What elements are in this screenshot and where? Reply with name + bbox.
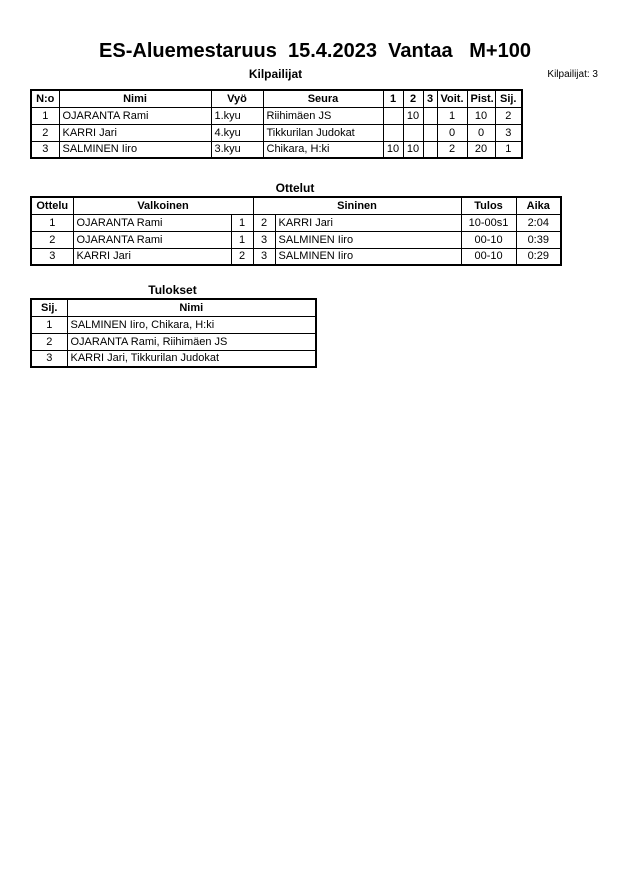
table-row [31,231,561,248]
cell-result: 00-10 [461,248,516,265]
matches-heading: Ottelut [275,181,315,195]
cell-club: Riihimäen JS [263,107,383,124]
cell-belt: 3.kyu [211,141,263,158]
col-place-header: Sij. [495,90,522,107]
col-white-header: Valkoinen [73,197,253,214]
cell-name: SALMINEN Iiro, Chikara, H:ki [67,316,316,333]
cell-blue-name: SALMINEN Iiro [275,248,461,265]
cell-place: 3 [495,124,522,141]
cell-name: KARRI Jari, Tikkurilan Judokat [67,350,316,367]
table-header-row [31,90,522,107]
cell-blue-no: 3 [253,231,275,248]
cell-white-no: 1 [231,214,253,231]
cell-wins: 0 [437,124,467,141]
table-row [31,107,522,124]
col-result-header: Tulos [461,197,516,214]
cell-round3 [423,107,437,124]
cell-result: 00-10 [461,231,516,248]
cell-blue-name: SALMINEN Iiro [275,231,461,248]
cell-white-name: KARRI Jari [73,248,231,265]
cell-club: Tikkurilan Judokat [263,124,383,141]
col-round1-header: 1 [383,90,403,107]
cell-wins: 2 [437,141,467,158]
cell-name: SALMINEN Iiro [59,141,211,158]
cell-round1: 10 [383,141,403,158]
table-row [31,350,316,367]
table-row [31,141,522,158]
cell-no: 3 [31,141,59,158]
cell-name: OJARANTA Rami, Riihimäen JS [67,333,316,350]
cell-place: 3 [31,350,67,367]
cell-result: 10-00s1 [461,214,516,231]
col-club-header: Seura [263,90,383,107]
col-wins-header: Voit. [437,90,467,107]
col-name-header: Nimi [59,90,211,107]
table-header-row [31,299,316,316]
cell-points: 20 [467,141,495,158]
cell-time: 0:39 [516,231,561,248]
cell-white-name: OJARANTA Rami [73,231,231,248]
competitors-table [30,89,523,159]
cell-round2: 10 [403,141,423,158]
cell-round3 [423,141,437,158]
cell-blue-no: 3 [253,248,275,265]
cell-club: Chikara, H:ki [263,141,383,158]
cell-time: 0:29 [516,248,561,265]
cell-time: 2:04 [516,214,561,231]
cell-name: KARRI Jari [59,124,211,141]
cell-round1 [383,124,403,141]
cell-round2 [403,124,423,141]
cell-round3 [423,124,437,141]
col-name-header: Nimi [67,299,316,316]
col-points-header: Pist. [467,90,495,107]
cell-points: 10 [467,107,495,124]
cell-match-no: 1 [31,214,73,231]
cell-points: 0 [467,124,495,141]
results-heading: Tulokset [148,283,197,297]
table-row [31,214,561,231]
cell-round1 [383,107,403,124]
table-row [31,316,316,333]
col-no-header: N:o [31,90,59,107]
col-round2-header: 2 [403,90,423,107]
cell-round2: 10 [403,107,423,124]
col-blue-header: Sininen [253,197,461,214]
cell-white-no: 2 [231,248,253,265]
table-row [31,333,316,350]
cell-blue-no: 2 [253,214,275,231]
cell-place: 1 [495,141,522,158]
col-belt-header: Vyö [211,90,263,107]
cell-belt: 1.kyu [211,107,263,124]
cell-white-no: 1 [231,231,253,248]
cell-blue-name: KARRI Jari [275,214,461,231]
cell-no: 1 [31,107,59,124]
results-table [30,298,317,368]
cell-white-name: OJARANTA Rami [73,214,231,231]
cell-name: OJARANTA Rami [59,107,211,124]
matches-table [30,196,562,266]
page-title: ES-Aluemestaruus 15.4.2023 Vantaa M+100 [99,40,531,62]
cell-no: 2 [31,124,59,141]
cell-wins: 1 [437,107,467,124]
table-row [31,248,561,265]
cell-place: 2 [31,333,67,350]
col-round3-header: 3 [423,90,437,107]
col-time-header: Aika [516,197,561,214]
competitors-heading: Kilpailijat [248,67,303,81]
table-row [31,124,522,141]
table-header-row [31,197,561,214]
cell-belt: 4.kyu [211,124,263,141]
cell-place: 2 [495,107,522,124]
cell-match-no: 3 [31,248,73,265]
col-match-header: Ottelu [31,197,73,214]
cell-match-no: 2 [31,231,73,248]
col-place-header: Sij. [31,299,67,316]
cell-place: 1 [31,316,67,333]
competitors-count-label: Kilpailijat: 3 [547,69,598,80]
